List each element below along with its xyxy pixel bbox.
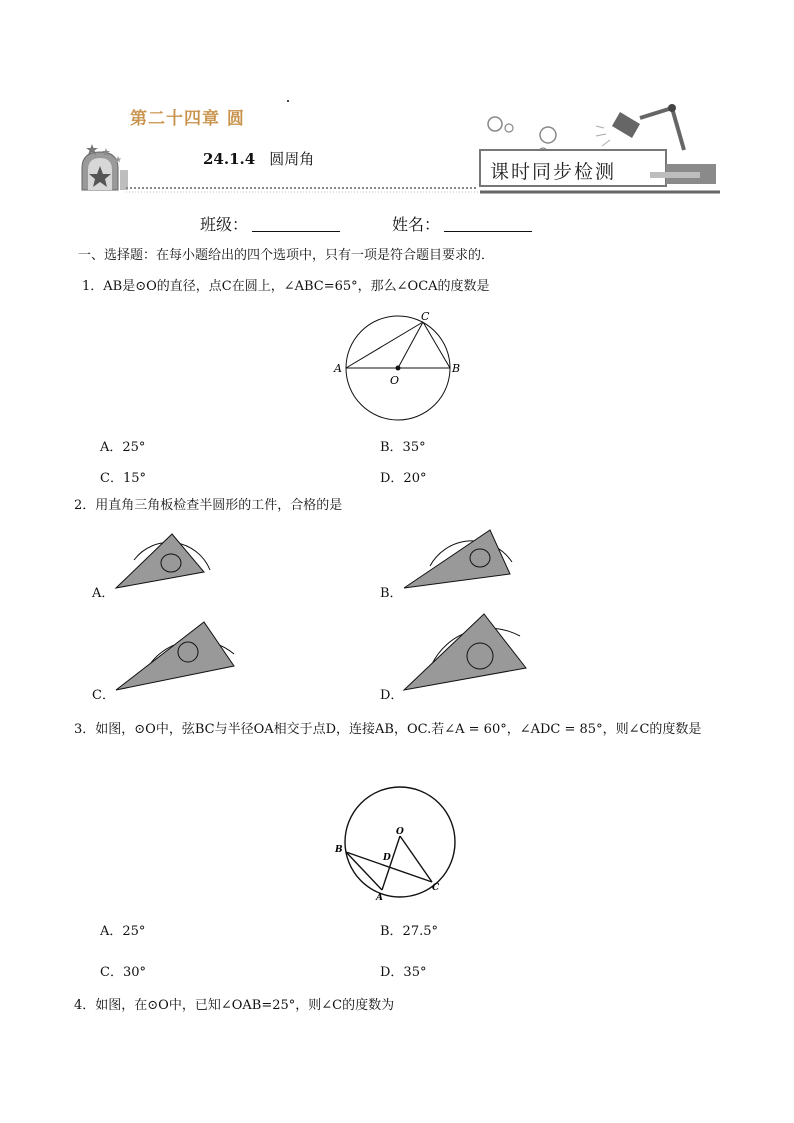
section-instructions: 一、选择题：在每小题给出的四个选项中，只有一项是符合题目要求的．	[78, 248, 495, 263]
chord-bc	[423, 322, 450, 368]
star-badge-icon	[82, 144, 128, 190]
circle-o	[345, 787, 455, 897]
label-o: O	[390, 374, 400, 387]
label-b: B	[335, 845, 343, 855]
class-field	[200, 212, 340, 235]
label-c: C	[421, 310, 430, 323]
label-a: A	[376, 893, 383, 903]
header-decoration	[0, 0, 794, 200]
name-label: 姓名：	[392, 215, 441, 234]
question-3-option-c[interactable]: C．30°	[100, 965, 146, 980]
question-1-option-b[interactable]: B．35°	[380, 440, 426, 455]
segment-oc	[400, 836, 432, 882]
section-heading	[203, 148, 314, 169]
question-2-figure-a[interactable]	[114, 526, 214, 592]
question-2-figure-d[interactable]	[402, 606, 530, 694]
name-blank[interactable]	[444, 215, 532, 232]
chord-ac	[346, 322, 423, 368]
question-3-figure	[332, 786, 458, 904]
name-field	[392, 212, 532, 235]
question-1-option-c[interactable]: C．15°	[100, 471, 146, 486]
question-1-stem: 1．AB是⊙O的直径，点C在圆上，∠ABC=65°，那么∠OCA的度数是	[82, 279, 490, 294]
question-3-option-b[interactable]: B．27.5°	[380, 924, 438, 939]
question-2-option-d[interactable]: D．	[380, 688, 404, 703]
question-3-stem: 3．如图，⊙O中，弦BC与半径OA相交于点D，连接AB，OC.若∠A = 60°，∠ADC = 85°，则∠C的度数是	[74, 722, 702, 737]
section-title: 圆周角	[269, 150, 315, 168]
class-blank[interactable]	[252, 215, 340, 232]
label-d: D	[383, 853, 391, 863]
banner-text: 课时同步检测	[490, 161, 617, 183]
label-b: B	[452, 362, 461, 375]
chapter-title: 第二十四章 圆	[130, 109, 245, 129]
label-o: O	[396, 827, 404, 837]
question-4-stem: 4．如图，在⊙O中，已知∠OAB=25°，则∠C的度数为	[74, 998, 395, 1013]
question-2-stem: 2．用直角三角板检查半圆形的工件，合格的是	[74, 498, 343, 513]
question-3-option-d[interactable]: D．35°	[380, 965, 427, 980]
desk-lamp-icon	[596, 104, 684, 150]
question-2-figure-b[interactable]	[402, 522, 516, 594]
question-1-option-d[interactable]: D．20°	[380, 471, 427, 486]
question-2-option-b[interactable]: B．	[380, 586, 403, 601]
question-1-figure	[326, 306, 466, 424]
question-2-figure-c[interactable]	[114, 614, 238, 694]
label-a: A	[334, 362, 342, 375]
label-c: C	[432, 883, 440, 893]
radius-oa	[382, 836, 400, 890]
question-2-option-a[interactable]: A．	[92, 586, 115, 601]
section-number: 24.1.4	[203, 150, 256, 168]
question-2-option-c[interactable]: C．	[92, 688, 115, 703]
question-3-option-a[interactable]: A．25°	[100, 924, 146, 939]
class-label: 班级：	[200, 215, 249, 234]
question-1-option-a[interactable]: A．25°	[100, 440, 146, 455]
center-point	[396, 366, 401, 371]
